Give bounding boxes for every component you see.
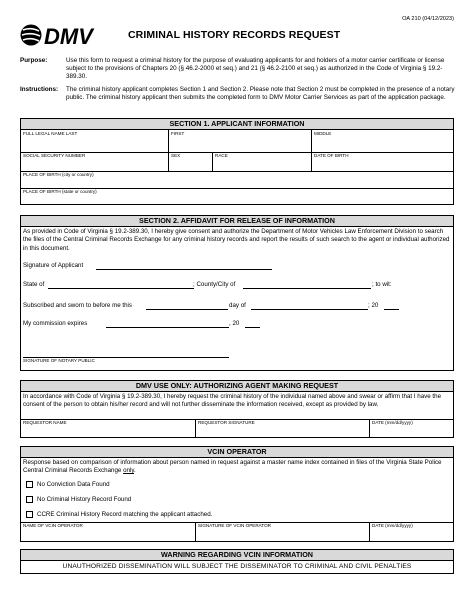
race-field[interactable] [213, 152, 311, 171]
vcin-operator-name-field[interactable] [21, 522, 195, 541]
requestor-date-field[interactable] [370, 419, 453, 437]
vcin-text-period: . [133, 467, 136, 475]
vcin-operator-name-label: NAME OF VCIN OPERATOR [23, 523, 83, 528]
middle-name-field[interactable] [312, 130, 453, 152]
full-legal-name-last-field[interactable] [21, 130, 168, 152]
sex-field[interactable] [169, 152, 212, 171]
sworn-label: Subscribed and sworn to before me this [23, 302, 133, 309]
requestor-signature-label: REQUESTOR SIGNATURE [198, 420, 255, 425]
pob-state-label: PLACE OF BIRTH (state or country) [23, 189, 97, 194]
section1-applicant-info [20, 118, 454, 205]
vcin-date-label: DATE (mm/dd/yyyy) [372, 523, 413, 528]
section1-header: SECTION 1. APPLICANT INFORMATION [21, 119, 453, 130]
warning-section [20, 549, 454, 574]
state-of-line[interactable] [48, 288, 194, 289]
requestor-name-label: REQUESTOR NAME [23, 420, 67, 425]
no-conviction-checkbox[interactable] [26, 481, 33, 488]
first-name-field[interactable] [169, 130, 311, 152]
vcin-text [23, 459, 451, 475]
requestor-signature-field[interactable] [196, 419, 369, 437]
purpose-label: Purpose: [20, 57, 48, 64]
dob-label: DATE OF BIRTH [314, 153, 349, 158]
instructions-text: The criminal history applicant completes Section 1 and Section 2. Please note that Section 2 must be completed in the presence of a notary public. The criminal history applicant then submits the completed form to DMV Motor Carrier Services as part of the application package. [66, 86, 455, 101]
dob-field[interactable] [312, 152, 453, 171]
vcin-operator-section [20, 446, 454, 542]
vcin-operator-signature-field[interactable] [196, 522, 369, 541]
first-name-label: FIRST [171, 131, 185, 136]
last-name-label: FULL LEGAL NAME LAST [23, 131, 78, 136]
dmv-use-text: In accordance with Code of Virginia § 19.2-389.30, I hereby request the criminal history of the individual named above and swear or affirm that I have the consent of the person to obtain his/her record and will not further disseminate the information received, except as provided by law. [23, 393, 442, 409]
to-wit-label: ; to wit: [372, 281, 392, 288]
county-city-label: ; County/City of [193, 281, 236, 288]
race-label: RACE [215, 153, 228, 158]
vcin-date-field[interactable] [370, 522, 453, 541]
vcin-header: VCIN OPERATOR [21, 447, 453, 458]
form-title: CRIMINAL HISTORY RECORDS REQUEST [128, 29, 341, 41]
day-of-label: day of [229, 302, 246, 309]
vcin-text-main: Response based on comparison of information about person named in request against a master name index contained in files of the Virginia State Police Central Criminal Records Exchange [23, 459, 442, 475]
dmv-use-header: DMV USE ONLY: AUTHORIZING AGENT MAKING REQUEST [21, 381, 453, 392]
signature-applicant-label: Signature of Applicant [23, 262, 84, 269]
no-criminal-history-checkbox[interactable] [26, 496, 33, 503]
requestor-name-field[interactable] [21, 419, 195, 437]
ccre-record-checkbox[interactable] [26, 511, 33, 518]
sworn-month-line[interactable] [251, 309, 368, 310]
vcin-operator-signature-label: SIGNATURE OF VCIN OPERATOR [198, 523, 271, 528]
warning-header: WARNING REGARDING VCIN INFORMATION [21, 550, 453, 561]
notary-signature-label: SIGNATURE OF NOTARY PUBLIC [23, 358, 95, 363]
dmv-use-only-section [20, 380, 454, 438]
logo-text: DMV [44, 24, 93, 48]
state-of-label: State of [23, 281, 45, 288]
sworn-day-line[interactable] [146, 309, 228, 310]
pob-city-label: PLACE OF BIRTH (city or country) [23, 172, 94, 177]
form-number: OA 210 (04/12/2023) [402, 16, 454, 22]
dmv-logo [20, 22, 122, 48]
sworn-year-line[interactable] [384, 309, 399, 310]
commission-label: My commission expires [23, 320, 88, 327]
commission-date-line[interactable] [106, 327, 229, 328]
no-conviction-label: No Conviction Data Found [37, 481, 110, 488]
purpose-text: Use this form to request a criminal history for the purpose of evaluating applicants for and holders of a motor carrier certificate or license subject to the provisions of Chapters 20 (§ 46.2-2000 et seq.) and 21 (§ 46.2-2100 et seq.) as authorized in the Code of Virginia § 19.2-389.30. [66, 57, 445, 80]
pob-state-field[interactable] [21, 188, 453, 204]
dmv-emblem-icon [21, 25, 42, 46]
requestor-date-label: DATE (mm/dd/yyyy) [372, 420, 413, 425]
commission-year-label: , 20 [229, 320, 240, 327]
instructions-label: Instructions: [20, 86, 59, 93]
ssn-label: SOCIAL SECURITY NUMBER [23, 153, 86, 158]
affidavit-text: As provided in Code of Virginia § 19.2-389.30, I hereby give consent and authorize the Department of Motor Vehicles Law Enforcement Division to search the files of the Central Criminal Records Exchange for any criminal history records and report the results of such search to the agent or individual authorized in this document. [23, 228, 450, 252]
sworn-year-label: ; 20 [368, 302, 379, 309]
commission-year-line[interactable] [245, 327, 260, 328]
vcin-text-only: only [123, 467, 134, 475]
signature-applicant-line[interactable] [96, 269, 272, 270]
no-criminal-history-label: No Criminal History Record Found [37, 496, 132, 503]
ccre-record-label: CCRE Criminal History Record matching the applicant attached. [37, 511, 213, 518]
pob-city-field[interactable] [21, 171, 453, 188]
middle-name-label: MIDDLE [314, 131, 332, 136]
county-city-line[interactable] [243, 288, 371, 289]
sex-label: SEX [171, 153, 181, 158]
warning-text: UNAUTHORIZED DISSEMINATION WILL SUBJECT THE DISSEMINATOR TO CRIMINAL AND CIVIL PENALTIES [62, 563, 412, 570]
section2-header: SECTION 2. AFFIDAVIT FOR RELEASE OF INFORMATION [21, 216, 453, 227]
section2-affidavit [20, 215, 454, 371]
ssn-field[interactable] [21, 152, 168, 171]
